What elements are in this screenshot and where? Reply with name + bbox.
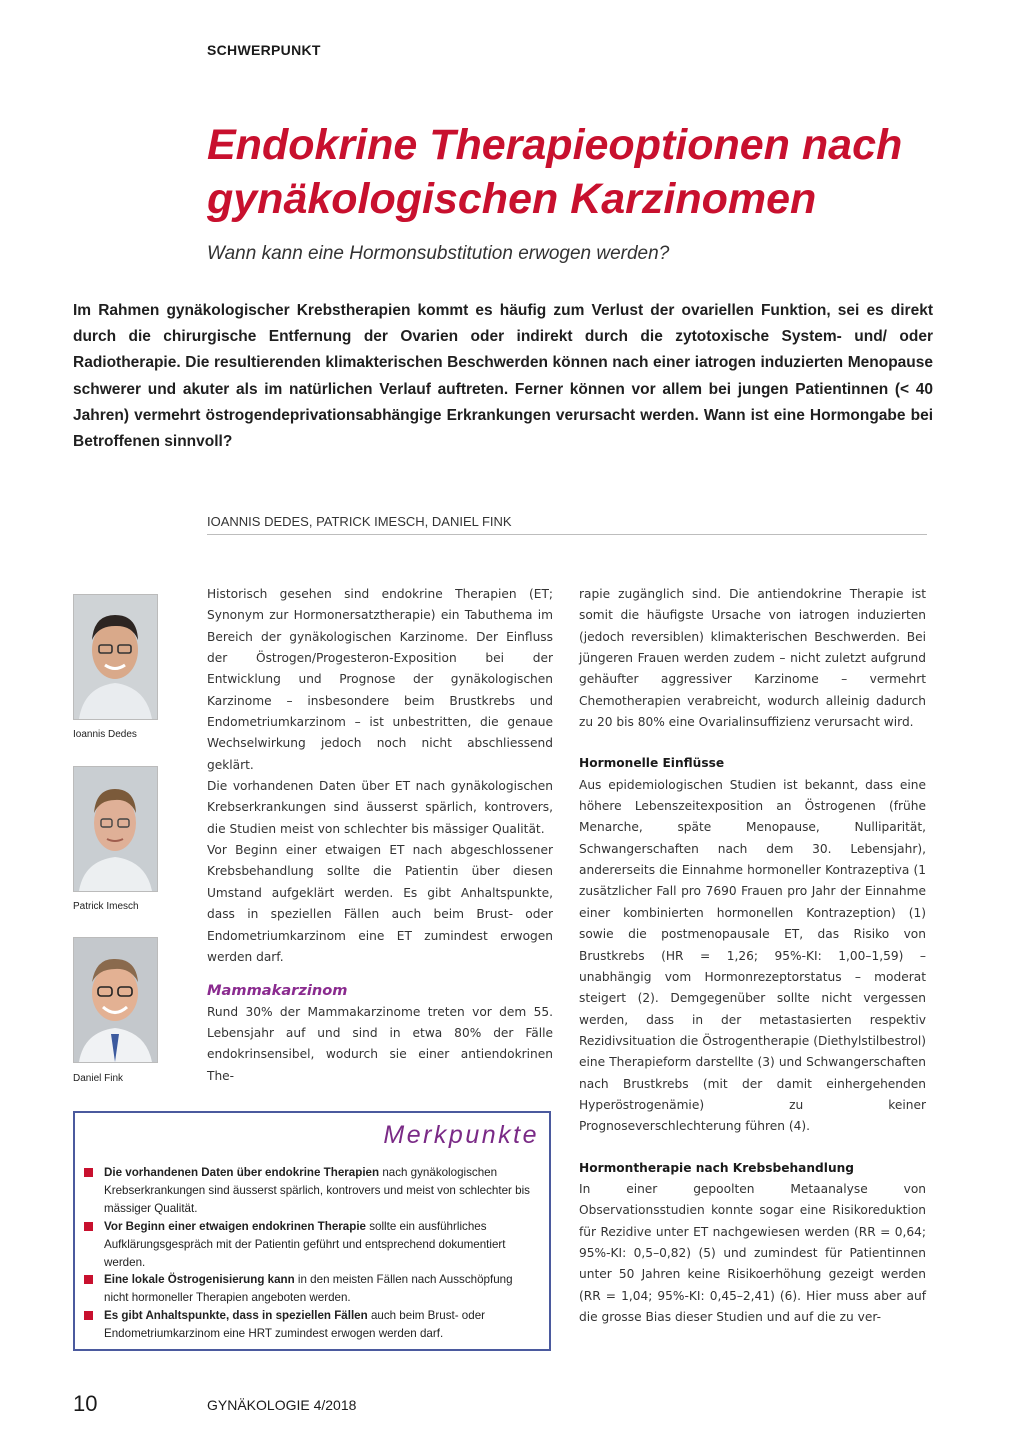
author-photo-fink [73,937,158,1063]
merkpunkt-item: Eine lokale Östrogenisierung kann in den meisten Fällen nach Ausschöpfung nicht hormoneller Therapien angeboten werden. [84,1271,539,1307]
section-heading-hormontherapie: Hormontherapie nach Krebsbehandlung [579,1160,855,1175]
bullet-square-icon [84,1275,93,1284]
paragraph: In einer gepoolten Metaanalyse von Observationsstudien konnte sogar eine Risikoreduktion für Rezidive unter ET nachgewiesen werden (RR = 0,64; 95%-KI: 0,5–0,82) (5) und zumindest für Patientinnen unter 50 Jahren keine Risikoerhöhung gezeigt werden (RR = 1,04; 95%-KI: 0,45–2,41) (6). Hier muss aber auf die grosse Bias dieser Studien und auf die zu ver- [579,1181,926,1324]
merkpunkt-item: Es gibt Anhaltspunkte, dass in speziellen Fällen auch beim Brust- oder Endometriumkarzinom eine HRT zumindest erwogen werden darf. [84,1307,539,1343]
author-photo-imesch [73,766,158,892]
authors-divider [207,534,927,535]
photo-caption-dedes: Ioannis Dedes [73,729,137,740]
merkpunkte-title: Merkpunkte [383,1121,539,1149]
bullet-square-icon [84,1168,93,1177]
article-subtitle: Wann kann eine Hormonsubstitution erwogen werden? [207,243,670,264]
paragraph: Vor Beginn einer etwaigen ET nach abgeschlossener Krebsbehandlung sollte die Patientin über diesen Umstand aufgeklärt werden. Es gibt Anhaltspunkte, dass in speziellen Fällen auch beim Brust- oder Endometriumkarzinom eine ET zumindest erwogen werden darf. [207,843,553,964]
article-lead: Im Rahmen gynäkologischer Krebstherapien kommt es häufig zum Verlust der ovariellen Funktion, sei es direkt durch die chirurgische Entfernung der Ovarien oder indirekt durch die zytotoxische System- und/ oder Radiotherapie. Die resultierenden klimakterischen Beschwerden können nach einer iatrogen induzierten Menopause schwerer und akuter als im natürlichen Verlauf auftreten. Ferner können vor allem bei jungen Patientinnen (< 40 Jahren) vermehrt östrogendeprivationsabhängige Erkrankungen verursacht werden. Wann ist eine Hormongabe bei Betroffenen sinnvoll? [73,302,933,451]
article-title: Endokrine Therapieoptionen nach gynäkologischen Karzinomen [207,121,903,223]
paragraph: Die vorhandenen Daten über ET nach gynäkologischen Krebserkrankungen sind äusserst spärlich, kontrovers, die Studien meist von schlechter bis mässiger Qualität. [207,779,553,836]
merkpunkte-box [73,1111,551,1351]
journal-issue: GYNÄKOLOGIE 4/2018 [207,1397,357,1413]
author-photo-dedes [73,594,158,720]
photo-caption-imesch: Patrick Imesch [73,901,139,912]
merkpunkt-item: Vor Beginn einer etwaigen endokrinen Therapie sollte ein ausführliches Aufklärungsgespräch mit der Patientin geführt und entsprechend dokumentiert werden. [84,1218,539,1272]
bullet-square-icon [84,1311,93,1320]
merkpunkte-list [84,1164,539,1343]
body-column-1 [207,584,553,1087]
page-number: 10 [73,1391,98,1416]
paragraph: Rund 30% der Mammakarzinome treten vor dem 55. Lebensjahr auf und sind in etwa 80% der Fälle endokrinsensibel, wodurch sie einer antiendokrinen The- [207,1004,553,1083]
paragraph: Historisch gesehen sind endokrine Therapien (ET; Synonym zur Hormonersatztherapie) ein Tabuthema im Bereich der gynäkologischen Karzinome. Der Einfluss der Östrogen/Progesteron-Exposition bei der Entwicklung und Prognose der gynäkologischen Karzinome – insbesondere beim Brustkrebs und Endometriumkarzinom – ist unbestritten, die genaue Wechselwirkung jedoch noch nicht abschliessend geklärt. [207,587,553,772]
photo-caption-fink: Daniel Fink [73,1073,124,1084]
bullet-square-icon [84,1222,93,1231]
merkpunkt-item: Die vorhandenen Daten über endokrine Therapien nach gynäkologischen Krebserkrankungen sind äusserst spärlich, kontrovers und meist von schlechter bis mässiger Qualität. [84,1164,539,1218]
section-heading-mammakarzinom: Mammakarzinom [207,982,348,1000]
paragraph: Aus epidemiologischen Studien ist bekannt, dass eine höhere Lebenszeitexposition an Östrogenen (frühe Menarche, späte Menopause, Nulliparität, Schwangerschaften nach dem 30. Lebensjahr), andererseits die Einnahme hormoneller Kontrazeptiva (1 zusätzlicher Fall pro 7690 Frauen pro Jahr der Einnahme einer kombinierten hormonellen Kontrazeption) (1) sowie die postmenopausale ET, das Risiko von Brustkrebs (HR = 1,26; 95%-KI: 1,00–1,59) – unabhängig vom Hormonrezeptorstatus – moderat steigert (2). Demgegenüber sollte nicht vergessen werden, dass in der metastasierten respektiv Rezidivsituation die Östrogentherapie (Diethylstilbestrol) eine Therapieform darstellte (3) und Schwangerschaften nach Brustkrebs (mit der damit einhergehenden Hyperöstrogenämie) zu keiner Prognoseverschlechterung führen (4). [579,777,926,1134]
body-column-2 [579,584,926,1328]
paragraph: rapie zugänglich sind. Die antiendokrine Therapie ist somit die häufigste Ursache von iatrogen induzierten (jedoch reversiblen) klimakterischen Beschwerden. Bei jüngeren Frauen werden zudem – nicht zuletzt aufgrund gehäufter aggressiver Karzinome – vermehrt Chemotherapien verabreicht, wodurch alleinig dadurch zu 20 bis 80% eine Ovarialinsuffizienz verursacht wird. [579,587,926,730]
section-kicker: SCHWERPUNKT [207,42,321,58]
article-authors: IOANNIS DEDES, PATRICK IMESCH, DANIEL FINK [207,514,512,529]
section-heading-hormonelle-einfluesse: Hormonelle Einflüsse [579,756,725,771]
